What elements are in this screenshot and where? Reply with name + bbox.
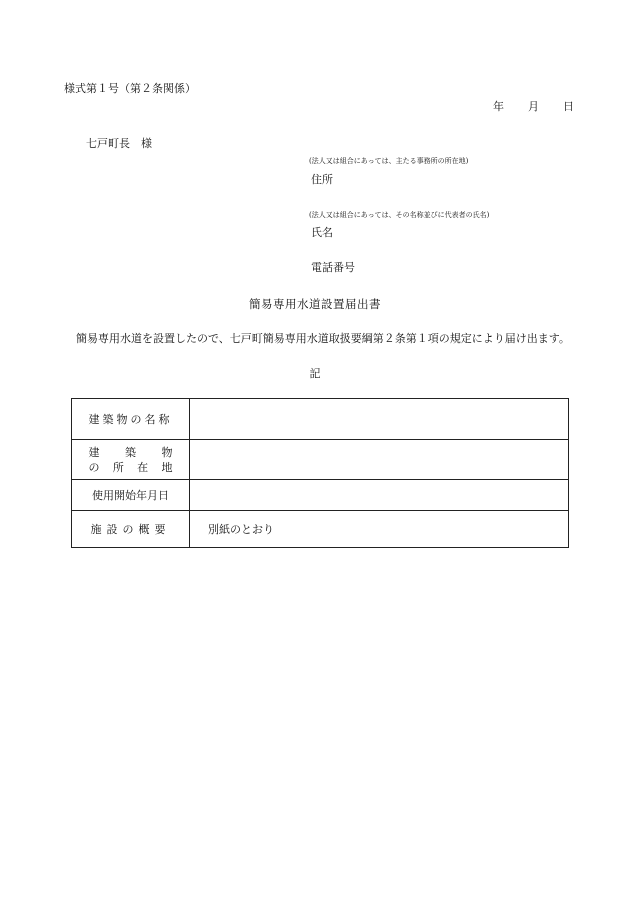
address-note: (法人又は組合にあっては、主たる事務所の所在地) (309, 157, 469, 165)
document-title: 簡易専用水道設置届出書 (249, 297, 381, 311)
building-location-label-line2: の 所 在 地 (88, 460, 173, 474)
table-row (72, 480, 569, 511)
date-day-label: 日 (563, 100, 574, 113)
addressee: 七戸町長 様 (86, 137, 152, 150)
facility-outline-label: 施設の概要 (72, 511, 190, 548)
phone-label: 電話番号 (311, 261, 355, 274)
building-name-value (190, 399, 569, 440)
address-label: 住所 (311, 173, 333, 186)
table-row (72, 511, 569, 548)
ki-heading: 記 (309, 367, 321, 380)
building-location-label-line1: 建 築 物 (88, 445, 173, 459)
form-number: 様式第１号（第２条関係） (64, 82, 196, 95)
building-location-label (72, 440, 190, 480)
name-label: 氏名 (311, 226, 333, 239)
date-year-label: 年 (493, 100, 504, 113)
table-row (72, 399, 569, 440)
building-name-label: 建築物の名称 (72, 399, 190, 440)
date-line (493, 98, 574, 114)
body-text: 簡易専用水道を設置したので、七戸町簡易専用水道取扱要綱第２条第１項の規定により届け出ます。 (76, 332, 570, 345)
start-date-label: 使用開始年月日 (72, 480, 190, 511)
table-row (72, 440, 569, 480)
name-note: (法人又は組合にあっては、その名称並びに代表者の氏名) (309, 211, 490, 219)
details-table (71, 398, 569, 548)
start-date-value (190, 480, 569, 511)
facility-outline-value: 別紙のとおり (190, 511, 569, 548)
date-month-label: 月 (528, 100, 539, 113)
building-location-value (190, 440, 569, 480)
